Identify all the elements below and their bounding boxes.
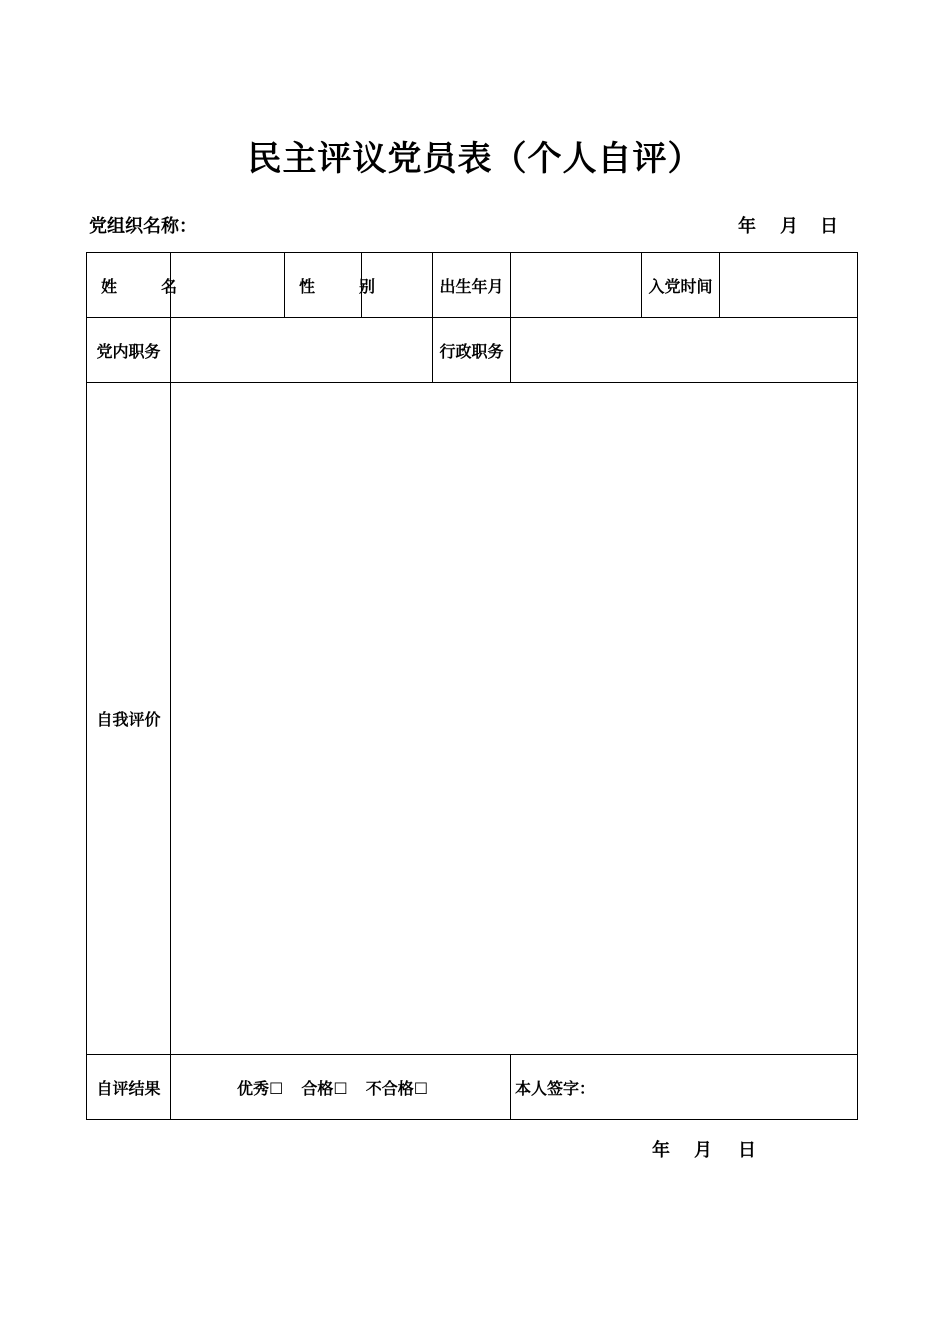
header-date-year: 年 xyxy=(738,216,756,237)
table-row xyxy=(87,1055,858,1120)
party-post-field[interactable] xyxy=(171,318,433,383)
header-date xyxy=(738,215,838,239)
checkbox-icon[interactable]: ☐ xyxy=(269,1078,284,1098)
checkbox-icon[interactable]: ☐ xyxy=(413,1078,429,1098)
footer-date-month: 月 xyxy=(694,1140,712,1161)
option-excellent-label: 优秀 xyxy=(237,1078,270,1098)
self-result-label: 自评结果 xyxy=(87,1055,171,1120)
footer-date-year: 年 xyxy=(652,1140,670,1161)
option-unqualified[interactable] xyxy=(366,1076,428,1099)
checkbox-icon[interactable]: ☐ xyxy=(333,1078,348,1098)
join-date-label: 入党时间 xyxy=(642,253,720,318)
page-title: 民主评议党员表（个人自评） xyxy=(247,139,703,179)
header-date-day: 日 xyxy=(820,216,838,237)
option-qualified-label: 合格 xyxy=(301,1078,334,1098)
table-row xyxy=(87,318,858,383)
table-row xyxy=(87,383,858,1055)
option-qualified[interactable] xyxy=(301,1076,347,1099)
table-row xyxy=(87,253,858,318)
signature-label: 本人签字： xyxy=(515,1078,596,1098)
org-name-label: 党组织名称： xyxy=(89,216,197,237)
gender-label: 性 别 xyxy=(285,253,362,318)
evaluation-form-table xyxy=(86,252,858,1120)
name-label: 姓 名 xyxy=(87,253,171,318)
self-result-options xyxy=(171,1055,511,1120)
footer-date-day: 日 xyxy=(738,1140,756,1161)
self-evaluation-label: 自我评价 xyxy=(87,383,171,1055)
signature-field[interactable] xyxy=(511,1055,858,1120)
admin-post-field[interactable] xyxy=(511,318,858,383)
footer-date xyxy=(652,1139,756,1163)
self-evaluation-field[interactable] xyxy=(171,383,858,1055)
option-excellent[interactable] xyxy=(237,1076,283,1099)
option-unqualified-label: 不合格 xyxy=(365,1078,414,1098)
birth-date-label: 出生年月 xyxy=(433,253,511,318)
party-post-label: 党内职务 xyxy=(87,318,171,383)
admin-post-label: 行政职务 xyxy=(433,318,511,383)
birth-date-field[interactable] xyxy=(511,253,642,318)
header-date-month: 月 xyxy=(780,216,798,237)
join-date-field[interactable] xyxy=(720,253,858,318)
